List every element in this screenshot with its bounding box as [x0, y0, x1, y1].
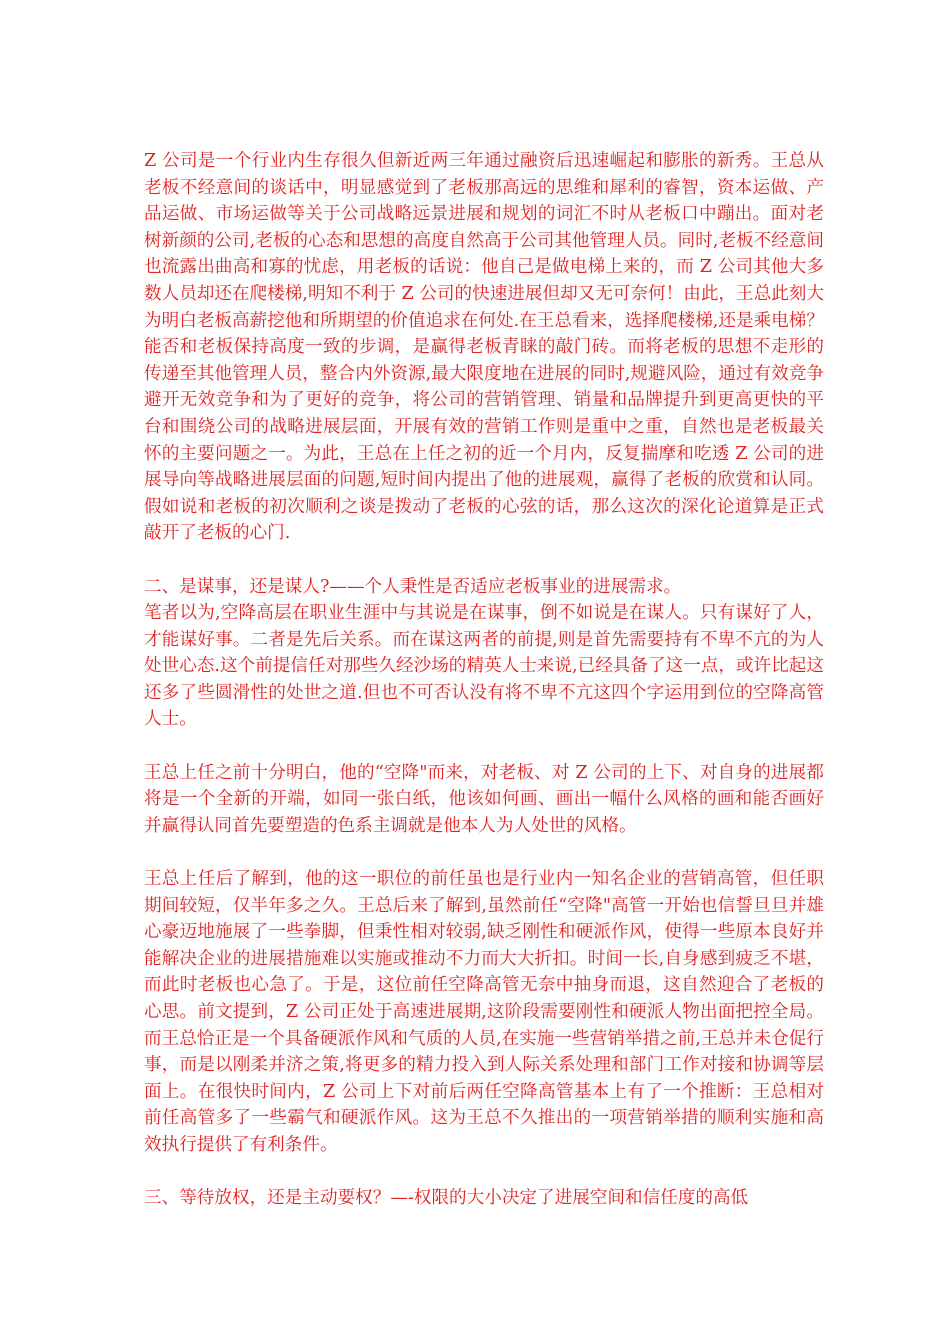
paragraph-author-view: 笔者以为,空降高层在职业生涯中与其说是在谋事，倒不如说是在谋人。只有谋好了人，才能谋好事。二者是先后关系。而在谋这两者的前提,则是首先需要持有不卑不亢的为人处世心态.这个前提信任对那些久经沙场的精英人士来说,已经具备了这一点，或许比起这还多了些圆滑性的处世之道.但也不可否认没有将不卑不亢这四个字运用到位的空降高管人士。	[144, 603, 824, 730]
paragraph-gap	[144, 839, 824, 866]
paragraph-gap	[144, 733, 824, 760]
paragraph-gap	[144, 547, 824, 574]
paragraph-gap	[144, 1159, 824, 1186]
document-body	[144, 148, 824, 1212]
paragraph-intro: Z 公司是一个行业内生存很久但新近两三年通过融资后迅速崛起和膨胀的新秀。王总从老板不经意间的谈话中，明显感觉到了老板那高远的思维和犀利的睿智，资本运做、产品运做、市场运做等关于公司战略远景进展和规划的词汇不时从老板口中蹦出。面对老树新颜的公司,老板的心态和思想的高度自然高于公司其他管理人员。同时,老板不经意间也流露出曲高和寡的忧虑，用老板的话说：他自己是做电梯上来的，而 Z 公司其他大多数人员却还在爬楼梯,明知不利于 Z 公司的快速进展但却又无可奈何！由此，王总此刻大为明白老板高薪挖他和所期望的价值追求在何处.在王总看来，选择爬楼梯,还是乘电梯？能否和老板保持高度一致的步调，是赢得老板青睐的敲门砖。而将老板的思想不走形的传递至其他管理人员，整合内外资源,最大限度地在进展的同时,规避风险，通过有效竞争避开无效竞争和为了更好的竞争，将公司的营销管理、销量和品牌提升到更高更快的平台和围绕公司的战略进展层面，开展有效的营销工作则是重中之重，自然也是老板最关怀的主要问题之一。为此，王总在上任之初的近一个月内，反复揣摩和吃透 Z 公司的进展导向等战略进展层面的问题,短时间内提出了他的进展观，赢得了老板的欣赏和认同。假如说和老板的初次顺利之谈是拨动了老板的心弦的话，那么这次的深化论道算是正式敲开了老板的心门.	[144, 151, 824, 544]
section-heading-2: 二、是谋事，还是谋人?——个人秉性是否适应老板事业的进展需求。	[144, 576, 682, 597]
paragraph-after-appointment: 王总上任后了解到，他的这一职位的前任虽也是行业内一知名企业的营销高管，但任职期间较短，仅半年多之久。王总后来了解到,虽然前任“空降"高管一开始也信誓旦旦并雄心豪迈地施展了一些拳脚，但秉性相对较弱,缺乏刚性和硬派作风，使得一些原本良好并能解决企业的进展措施难以实施或推动不力而大大折扣。时间一长,自身感到疲乏不堪，而此时老板也心急了。于是，这位前任空降高管无奈中抽身而退，这自然迎合了老板的心思。前文提到，Z 公司正处于高速进展期,这阶段需要刚性和硬派人物出面把控全局。而王总恰正是一个具备硬派作风和气质的人员,在实施一些营销举措之前,王总并未仓促行事，而是以刚柔并济之策,将更多的精力投入到人际关系处理和部门工作对接和协调等层面上。在很快时间内，Z 公司上下对前后两任空降高管基本上有了一个推断：王总相对前任高管多了一些霸气和硬派作风。这为王总不久推出的一项营销举措的顺利实施和高效执行提供了有利条件。	[144, 869, 824, 1155]
paragraph-before-appointment: 王总上任之前十分明白，他的“空降"而来，对老板、对 Z 公司的上下、对自身的进展都将是一个全新的开端，如同一张白纸，他该如何画、画出一幅什么风格的画和能否画好并赢得认同首先要塑造的色系主调就是他本人为人处世的风格。	[144, 762, 824, 836]
section-heading-3: 三、等待放权，还是主动要权？—-权限的大小决定了进展空间和信任度的高低	[144, 1188, 749, 1209]
